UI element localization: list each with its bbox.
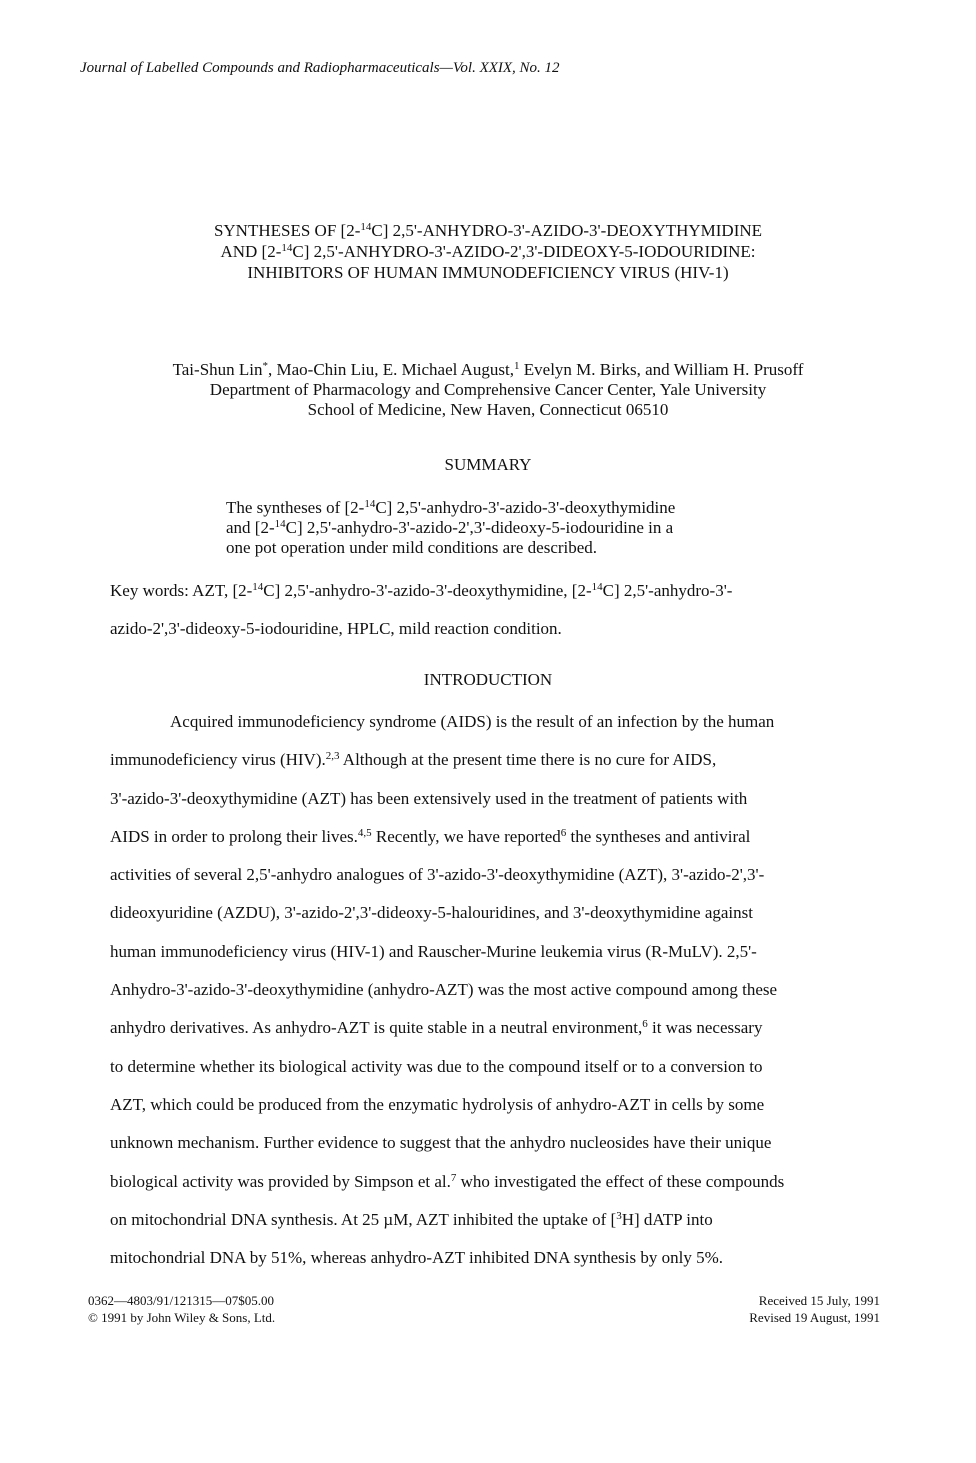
- body-fragment: AIDS in order to prolong their lives.: [110, 826, 358, 846]
- summary-line: one pot operation under mild conditions are described.: [226, 538, 598, 557]
- isotope-superscript: 14: [360, 221, 372, 233]
- body-line: [110, 1009, 870, 1047]
- body-line: AZT, which could be produced from the enzymatic hydrolysis of anhydro-AZT in cells by some: [110, 1094, 765, 1114]
- summary-fragment: The syntheses of [2-: [226, 498, 365, 517]
- body-fragment: H] dATP into: [621, 1209, 713, 1229]
- body-line: [110, 1201, 870, 1239]
- body-line: [110, 741, 870, 779]
- body-fragment: biological activity was provided by Simpson et al.: [110, 1171, 451, 1191]
- isotope-superscript: 14: [364, 498, 376, 510]
- title-text: AND [2-: [220, 242, 282, 261]
- body-line: mitochondrial DNA by 51%, whereas anhydro-AZT inhibited DNA synthesis by only 5%.: [110, 1248, 724, 1268]
- title-line: INHIBITORS OF HUMAN IMMUNODEFICIENCY VIRUS (HIV-1): [247, 263, 729, 282]
- affiliation-line: School of Medicine, New Haven, Connecticut 06510: [307, 400, 669, 419]
- keywords-block: [110, 572, 890, 648]
- keywords-line: azido-2',3'-dideoxy-5-iodouridine, HPLC, mild reaction condition.: [110, 619, 562, 638]
- body-fragment: on mitochondrial DNA synthesis. At 25 µM, AZT inhibited the uptake of [: [110, 1209, 617, 1229]
- author-text: Tai-Shun Lin: [172, 360, 263, 379]
- title-text: C] 2,5'-ANHYDRO-3'-AZIDO-2',3'-DIDEOXY-5-IODOURIDINE:: [292, 242, 756, 261]
- introduction-heading: INTRODUCTION: [423, 670, 553, 689]
- copyright: © 1991 by John Wiley & Sons, Ltd.: [88, 1310, 276, 1325]
- body-fragment: anhydro derivatives. As anhydro-AZT is quite stable in a neutral environment,: [110, 1018, 643, 1038]
- price-code: 0362—4803/91/121315—07$05.00: [88, 1293, 274, 1308]
- body-line: dideoxyuridine (AZDU), 3'-azido-2',3'-dideoxy-5-halouridines, and 3'-deoxythymidine against: [110, 903, 753, 923]
- body-fragment: Although at the present time there is no cure for AIDS,: [339, 750, 717, 770]
- body-line: [110, 818, 870, 856]
- isotope-superscript: 14: [274, 518, 286, 530]
- received-date: Received 15 July, 1991: [758, 1293, 880, 1308]
- body-line: unknown mechanism. Further evidence to suggest that the anhydro nucleosides have their unique: [110, 1133, 772, 1153]
- body-fragment: Recently, we have reported: [371, 826, 561, 846]
- revised-date: Revised 19 August, 1991: [749, 1310, 880, 1325]
- title-line: [60, 220, 916, 241]
- summary-line: [226, 498, 786, 518]
- body-line: Anhydro-3'-azido-3'-deoxythymidine (anhydro-AZT) was the most active compound among these: [110, 980, 778, 1000]
- body-fragment: immunodeficiency virus (HIV).: [110, 750, 326, 770]
- summary-line: [226, 518, 786, 538]
- body-line: 3'-azido-3'-deoxythymidine (AZT) has been extensively used in the treatment of patients with: [110, 788, 748, 808]
- summary-heading: SUMMARY: [444, 455, 532, 474]
- footer-left: [88, 1292, 275, 1326]
- introduction-body: [110, 703, 870, 1277]
- isotope-superscript: 14: [252, 581, 264, 593]
- title-line: [60, 241, 916, 262]
- summary-text: [226, 498, 786, 558]
- title-text: C] 2,5'-ANHYDRO-3'-AZIDO-3'-DEOXYTHYMIDINE: [371, 221, 763, 240]
- body-line: [110, 1163, 870, 1201]
- body-fragment: the syntheses and antiviral: [566, 826, 751, 846]
- affiliation-line: Department of Pharmacology and Comprehensive Cancer Center, Yale University: [209, 380, 767, 399]
- summary-fragment: and [2-: [226, 518, 275, 537]
- keywords-line: [110, 572, 890, 610]
- keywords-fragment: C] 2,5'-anhydro-3'-azido-3'-deoxythymidine, [2-: [263, 581, 592, 600]
- reference-superscript: 6: [560, 826, 567, 839]
- author-text: Evelyn M. Birks, and William H. Prusoff: [519, 360, 804, 379]
- keywords-fragment: Key words: AZT, [2-: [110, 581, 253, 600]
- reference-superscript: 6: [642, 1018, 648, 1031]
- reference-superscript: 7: [450, 1171, 457, 1184]
- author-list: [60, 360, 916, 380]
- body-line: Acquired immunodeficiency syndrome (AIDS) is the result of an infection by the human: [170, 712, 775, 731]
- title-text: SYNTHESES OF [2-: [213, 221, 361, 240]
- affiliation-superscript: 1: [514, 360, 520, 372]
- reference-superscript: 2,3: [325, 750, 340, 763]
- body-line: human immunodeficiency virus (HIV-1) and Rauscher-Murine leukemia virus (R-MuLV). 2,5'-: [110, 941, 757, 961]
- isotope-superscript: 14: [591, 581, 603, 593]
- footer-right: [749, 1292, 880, 1326]
- isotope-superscript: 3: [616, 1209, 622, 1222]
- body-fragment: it was necessary: [647, 1018, 763, 1038]
- body-fragment: who investigated the effect of these compounds: [456, 1171, 785, 1191]
- author-text: , Mao-Chin Liu, E. Michael August,: [268, 360, 515, 379]
- corresponding-author-mark: *: [262, 360, 269, 372]
- body-line: activities of several 2,5'-anhydro analogues of 3'-azido-3'-deoxythymidine (AZT), 3'-azido-2',3'-: [110, 865, 765, 885]
- summary-fragment: C] 2,5'-anhydro-3'-azido-3'-deoxythymidine: [375, 498, 676, 517]
- article-title: [60, 220, 916, 283]
- author-block: [60, 360, 916, 420]
- keywords-fragment: C] 2,5'-anhydro-3'-: [602, 581, 733, 600]
- body-line: to determine whether its biological activity was due to the compound itself or to a conversion to: [110, 1056, 763, 1076]
- isotope-superscript: 14: [281, 242, 293, 254]
- journal-header: Journal of Labelled Compounds and Radiopharmaceuticals—Vol. XXIX, No. 12: [80, 60, 560, 76]
- reference-superscript: 4,5: [357, 826, 372, 839]
- summary-fragment: C] 2,5'-anhydro-3'-azido-2',3'-dideoxy-5-iodouridine in a: [285, 518, 674, 537]
